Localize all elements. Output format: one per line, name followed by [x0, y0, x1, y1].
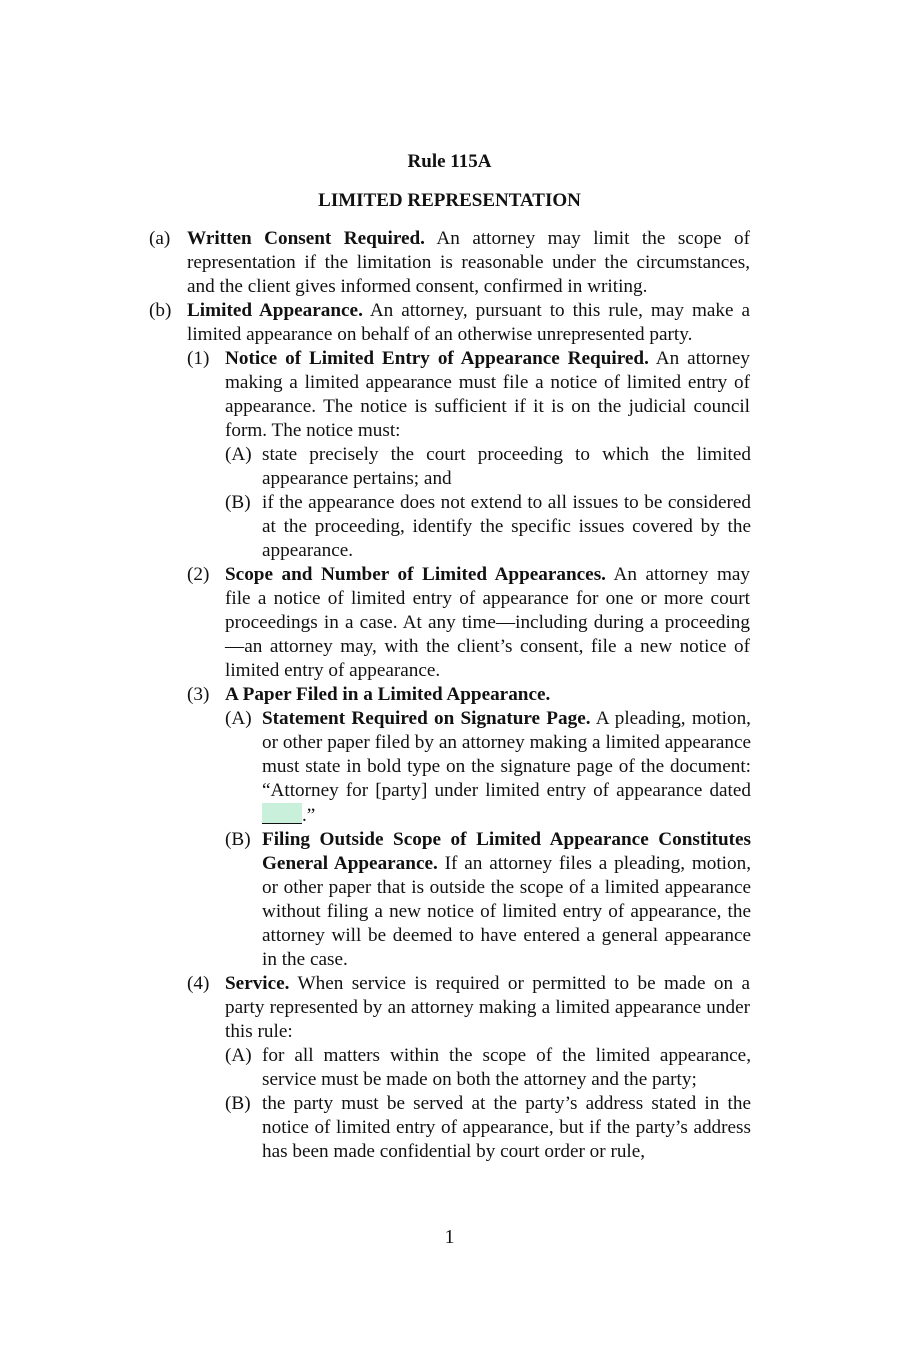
subparagraph-b4B-text: the party must be served at the party’s address stated in the notice of limited entry of appearance, but if the party’s address has been made confidential by court order or rule,	[262, 1093, 751, 1162]
subparagraph-b3A	[0, 707, 751, 828]
paragraph-b2-text: An attorney may file a notice of limited entry of appearance for one or more court proceedings in a case. At any time—including during a proceeding—an attorney may, with the client’s consent, file a new notice of limited entry of appearance.	[225, 564, 750, 681]
paragraph-b4-heading: Service.	[225, 973, 290, 994]
paragraph-b2	[0, 563, 750, 683]
section-b	[0, 299, 750, 347]
section-a	[0, 227, 750, 299]
subparagraph-b4A-label: (A)	[225, 1045, 252, 1066]
section-a-text: An attorney may limit the scope of representation if the limitation is reasonable under the circumstances, and the client gives informed consent, confirmed in writing.	[187, 228, 750, 297]
section-a-label: (a)	[149, 228, 171, 249]
subparagraph-b1A-label: (A)	[225, 444, 252, 465]
subparagraph-b3A-text-end: .”	[302, 805, 316, 826]
subparagraph-b4A	[0, 1044, 751, 1092]
subparagraph-b4A-text: for all matters within the scope of the limited appearance, service must be made on both the attorney and the party;	[262, 1045, 751, 1090]
paragraph-b2-heading: Scope and Number of Limited Appearances.	[225, 564, 606, 585]
paragraph-b4-text: When service is required or permitted to be made on a party represented by an attorney making a limited appearance under this rule:	[225, 973, 751, 1042]
paragraph-b4	[0, 972, 750, 1044]
subparagraph-b3A-heading: Statement Required on Signature Page.	[262, 708, 591, 729]
paragraph-b4-label: (4)	[187, 973, 210, 994]
section-a-heading: Written Consent Required.	[187, 228, 425, 249]
subparagraph-b1B	[0, 491, 751, 563]
subparagraph-b1A-text: state precisely the court proceeding to which the limited appearance pertains; and	[262, 444, 751, 489]
section-b-label: (b)	[149, 300, 172, 321]
subparagraph-b3B-text: If an attorney files a pleading, motion, or other paper that is outside the scope of a limited appearance without filing a new notice of limited entry of appearance, the attorney will be deemed to have entered a general appearance in the case.	[262, 853, 752, 970]
paragraph-b3-heading: A Paper Filed in a Limited Appearance.	[225, 684, 551, 705]
rule-title: LIMITED REPRESENTATION	[318, 190, 581, 211]
rule-body	[0, 227, 899, 1164]
date-blank-field[interactable]	[262, 803, 302, 824]
subparagraph-b4B-label: (B)	[225, 1093, 251, 1114]
subparagraph-b3A-text: A pleading, motion, or other paper filed by an attorney making a limited appearance must state in bold type on the signature page of the document: “Attorney for [party] under limited entry of appearance dated	[262, 708, 751, 801]
paragraph-b1-text: An attorney making a limited appearance must file a notice of limited entry of appearance. The notice is sufficient if it is on the judicial council form. The notice must:	[225, 348, 750, 441]
rule-number: Rule 115A	[407, 151, 492, 172]
paragraph-b2-label: (2)	[187, 564, 210, 585]
section-b-heading: Limited Appearance.	[187, 300, 363, 321]
section-b-text: An attorney, pursuant to this rule, may make a limited appearance on behalf of an otherwise unrepresented party.	[187, 300, 750, 345]
paragraph-b3-label: (3)	[187, 684, 210, 705]
subparagraph-b3B	[0, 828, 751, 972]
subparagraph-b3B-heading: Filing Outside Scope of Limited Appearance Constitutes General Appearance.	[262, 829, 751, 874]
paragraph-b3	[0, 683, 750, 707]
subparagraph-b4B	[0, 1092, 751, 1164]
subparagraph-b1B-label: (B)	[225, 492, 251, 513]
subparagraph-b3A-label: (A)	[225, 708, 252, 729]
paragraph-b1	[0, 347, 750, 443]
subparagraph-b1A	[0, 443, 751, 491]
page-number: 1	[444, 1226, 455, 1248]
paragraph-b1-label: (1)	[187, 348, 210, 369]
subparagraph-b1B-text: if the appearance does not extend to all issues to be considered at the proceeding, identify the specific issues covered by the appearance.	[262, 492, 751, 561]
subparagraph-b3B-label: (B)	[225, 829, 251, 850]
paragraph-b1-heading: Notice of Limited Entry of Appearance Required.	[225, 348, 649, 369]
